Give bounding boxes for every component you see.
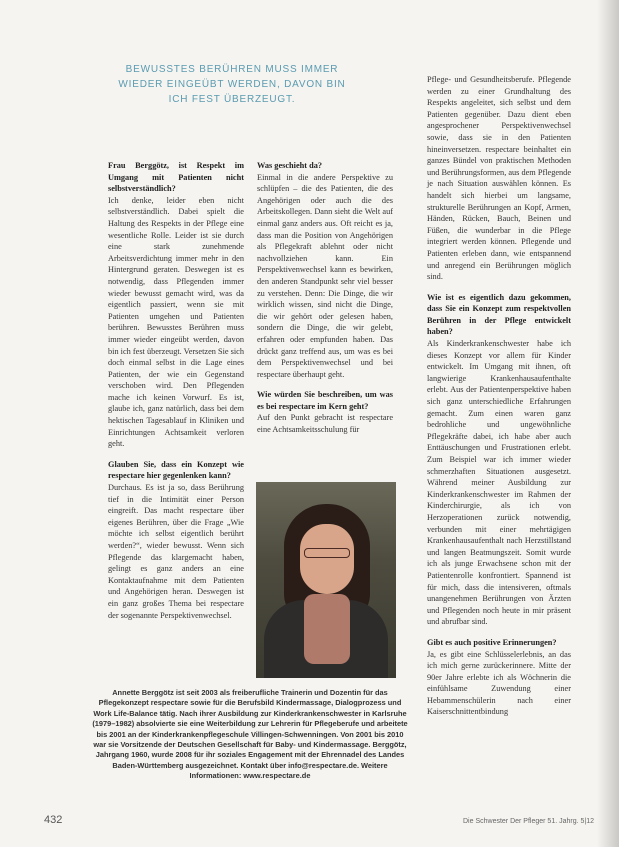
text-column-2 bbox=[257, 160, 393, 445]
interview-answer: Ja, es gibt eine Schlüsselerlebnis, an das ich mich gerne zurückerinnere. Mitte der 90er Jahre erlebte ich als Wöchnerin die einfühlsame Zuwendung einer Hebammenschülerin nach einer Kaiserschnittentbindung bbox=[427, 649, 571, 717]
text-column-3 bbox=[427, 74, 571, 727]
running-footer: Die Schwester Der Pfleger 51. Jahrg. 5|12 bbox=[463, 818, 594, 825]
interview-question: Was geschieht da? bbox=[257, 161, 322, 170]
interview-answer: Durchaus. Es ist ja so, dass Berührung tief in die Intimität einer Person eingreift. Das macht respectare über eigenes Berühren, über die Frage „Wie möchte ich selbst eigentlich berührt werden?“, wieder bewusst. Wenn sich Pflegende das klargemacht haben, gelingt es ganz anders an eine Kontaktaufnahme mit dem Patienten und Angehörigen heran. Deswegen ist ein ganz großes Thema bei respectare der sogenannte Perspektivenwechsel. bbox=[108, 483, 244, 620]
interview-answer: Ich denke, leider eben nicht selbstverständlich. Dabei spielt die Haltung des Respekts in der Pflege eine wesentliche Rolle. Leider ist sie durch eine stark zunehmende Arbeitsverdichtung immer mehr in den Hintergrund geraten. Deswegen ist es notwendig, dass Pflegenden immer wieder bewusst gemacht wird, was da eigentlich passiert, wenn sie mit Patienten umgehen und Patienten berühren. Bewusstes Berühren muss immer wieder eingeübt werden, davon bin ich fest überzeugt. Versetzen Sie sich doch einmal selbst in die Lage eines Patienten, der wie ein Gegenstand verschoben wird. Den Pflegenden mache ich keinen Vorwurf. Es ist, glaube ich, ganz natürlich, dass bei dem hektischen Tagesablauf in Kliniken und Einrichtungen Achtsamkeit verloren geht. bbox=[108, 195, 245, 449]
pull-quote: BEWUSSTES BERÜHREN MUSS IMMER WIEDER EINGEÜBT WERDEN, DAVON BIN ICH FEST ÜBERZEUGT. bbox=[118, 64, 346, 105]
interview-question: Wie würden Sie beschreiben, um was es bei respectare im Kern geht? bbox=[257, 390, 393, 411]
interview-question: Wie ist es eigentlich dazu gekommen, dass Sie ein Konzept zum respektvollen Berühren in der Pflege entwickelt haben? bbox=[427, 292, 571, 337]
page-number: 432 bbox=[44, 814, 63, 826]
text-column-1 bbox=[108, 160, 244, 630]
interview-question: Frau Berggötz, ist Respekt im Umgang mit Patienten nicht selbstverständlich? bbox=[108, 161, 244, 194]
portrait-photo bbox=[256, 482, 396, 678]
interview-answer: Als Kinderkrankenschwester habe ich dieses Konzept vor allem für Kinder entwickelt. Im Umgang mit ihnen, oft langwierige Krankenhausaufenthalte erlebt. Aus der Patientenperspektive haben sich ganz unterschiedliche Erfahrungen gemacht. Zum einen waren ganz bedrohliche und ungewöhnliche Pflegekräfte dabei, ich habe aber auch Enttäuschungen und Frustrationen erlebt. Zum Beispiel war ich immer wieder schmerzhaften Situationen ausgesetzt. Während meiner Ausbildung zur Kinderkrankenschwester im Rahmen der Kinderchirurgie, als ich von Herzoperationen zurück notwendig, verbunden mit einer mehrtägigen Krankenhausaufenthalt nach Herzstillstand und langen Beatmungszeit. Somit wurde ich als junge Erwachsene schon mit der Patientenrolle konfrontiert. Spannend ist für mich, dass die intensiveren, oftmals unangenehmen Berührungen von Ärzten und Pflegenden noch heute in mir präsent und abrufbar sind. bbox=[427, 339, 571, 627]
interview-answer: Auf den Punkt gebracht ist respectare eine Achtsamkeitsschulung für bbox=[257, 413, 393, 435]
interview-question: Gibt es auch positive Erinnerungen? bbox=[427, 637, 557, 647]
interview-answer: Einmal in die andere Perspektive zu schlüpfen – die des Patienten, die des Angehörigen oder auch die des Arbeitskollegen. Dann sieht die Welt auf einmal ganz anders aus. Oft reicht es ja, dass man die Position von Angehörigen als Pflegekraft ablehnt oder nicht nachvollziehen kann. Ein Perspektivenwechsel kann es bewirken, den anderen Standpunkt sehr viel besser zu verstehen. Denn: Die Dinge, die wir wirklich wissen, sind nicht die Dinge, die wir gehört oder gelesen haben, sondern die Dinge, die wir gelebt, erfahren oder empfunden haben. Das drückt ganz treffend aus, um was es bei dem Perspektivenwechsel und bei respectare überhaupt geht. bbox=[257, 172, 393, 379]
interview-answer: Pflege- und Gesundheitsberufe. Pflegende werden zu einer Grundhaltung des Respekts angeleitet, sich selbst und dem Patienten gegenüber. Dazu dient eben angesprochener Perspektivenwechsel sowie, dass sie in den Patienten hineinversetzen. respectare beinhaltet ein ganzes Bündel von praktischen Methoden und Berührungsformen, aus dem Pflegende je nach Situation auswählen können. Es handelt sich hierbei um langsame, strukturelle Berührungen an Kopf, Armen, Händen, Rücken, Bauch, Beinen und Füßen, die wunderbar in die Pflege integriert werden können. Pflegende und Patienten erleben dann, wie entspannend und anregend ein Berührungen möglich sind. bbox=[427, 75, 572, 282]
photo-caption: Annette Berggötz ist seit 2003 als freiberufliche Trainerin und Dozentin für das Pflegekonzept respectare sowie für die Berufsbild Kindermassage, Dialogprozess und Work Life-Balance tätig. Nach ihrer Ausbildung zur Kinderkrankenschwester in Karlsruhe (1979–1982) absolvierte sie eine Weiterbildung zur Lehrerin für Pflegeberufe und arbeitete bis 2001 an der Kinderkrankenpflegeschule Villingen-Schwenningen. Von 2001 bis 2010 war sie Vorsitzende der Deutschen Gesellschaft für Baby- und Kindermassage. Berggötz, Jahrgang 1960, wurde 2008 für ihr soziales Engagement mit der Ehrennadel des Landes Baden-Württemberg ausgezeichnet. Kontakt über info@respectare.de. Weitere Informationen: www.respectare.de bbox=[92, 688, 408, 781]
interview-question: Glauben Sie, dass ein Konzept wie respectare hier gegenlenken kann? bbox=[108, 459, 244, 481]
binding-shadow bbox=[597, 0, 619, 847]
